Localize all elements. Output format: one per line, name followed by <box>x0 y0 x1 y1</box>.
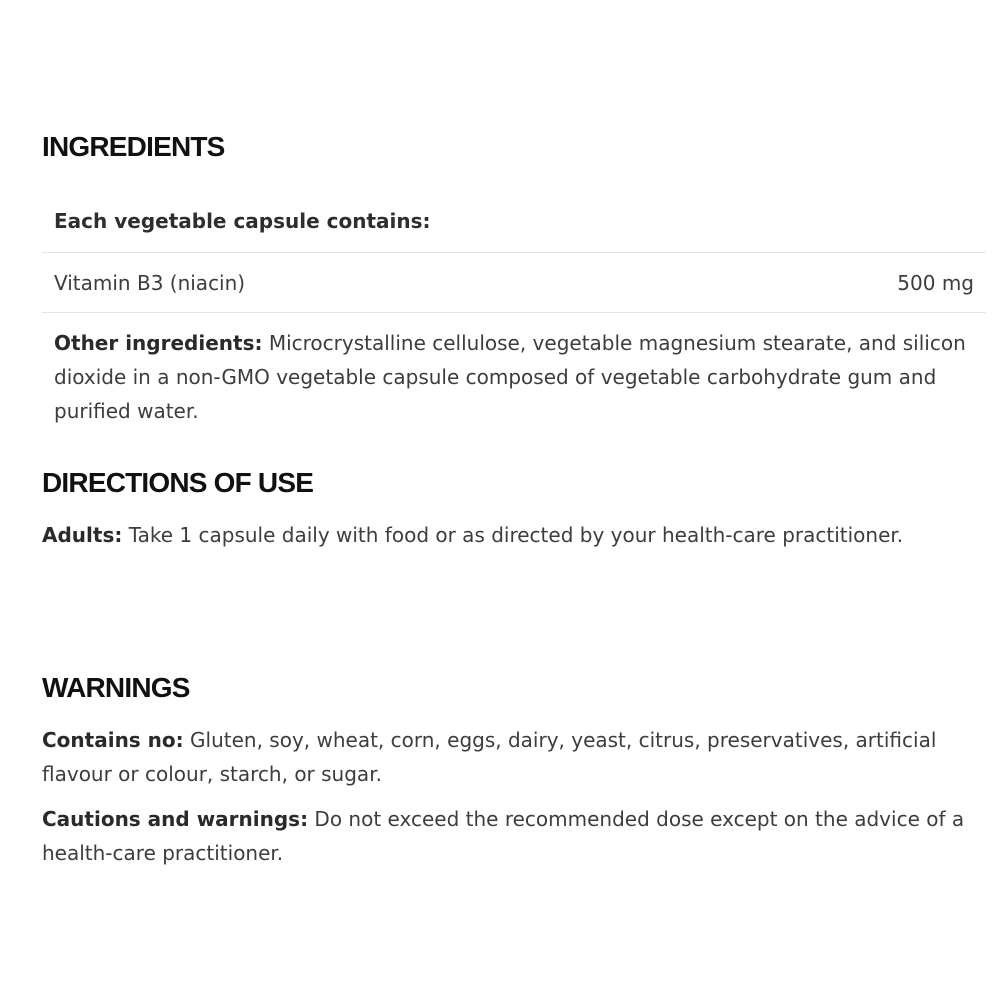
contains-no-label: Contains no: <box>42 728 184 752</box>
directions-text <box>42 518 962 552</box>
directions-heading: DIRECTIONS OF USE <box>42 467 314 498</box>
warnings-heading: WARNINGS <box>42 672 190 703</box>
other-ingredients-label: Other ingredients: <box>54 331 263 355</box>
ingredient-amount: 500 mg <box>897 270 974 295</box>
cautions-text <box>42 802 977 870</box>
other-ingredients <box>42 313 974 428</box>
contains-no-body: Gluten, soy, wheat, corn, eggs, dairy, yeast, citrus, preservatives, artificial flavour or colour, starch, or sugar. <box>42 728 937 786</box>
ingredient-name: Vitamin B3 (niacin) <box>54 270 246 295</box>
ingredients-table <box>42 190 986 428</box>
ingredients-heading: INGREDIENTS <box>42 131 225 162</box>
cautions-body: Do not exceed the recommended dose except on the advice of a health-care practitioner. <box>42 807 965 865</box>
cautions-label: Cautions and warnings: <box>42 807 309 831</box>
other-ingredients-text: Microcrystalline cellulose, vegetable magnesium stearate, and silicon dioxide in a non-GMO vegetable capsule composed of vegetable carbohydrate gum and purified water. <box>54 331 966 423</box>
directions-body: Take 1 capsule daily with food or as directed by your health-care practitioner. <box>122 523 904 547</box>
directions-label: Adults: <box>42 523 123 547</box>
ingredients-table-header: Each vegetable capsule contains: <box>42 190 986 253</box>
ingredient-row <box>42 253 986 313</box>
contains-no-text <box>42 723 942 791</box>
